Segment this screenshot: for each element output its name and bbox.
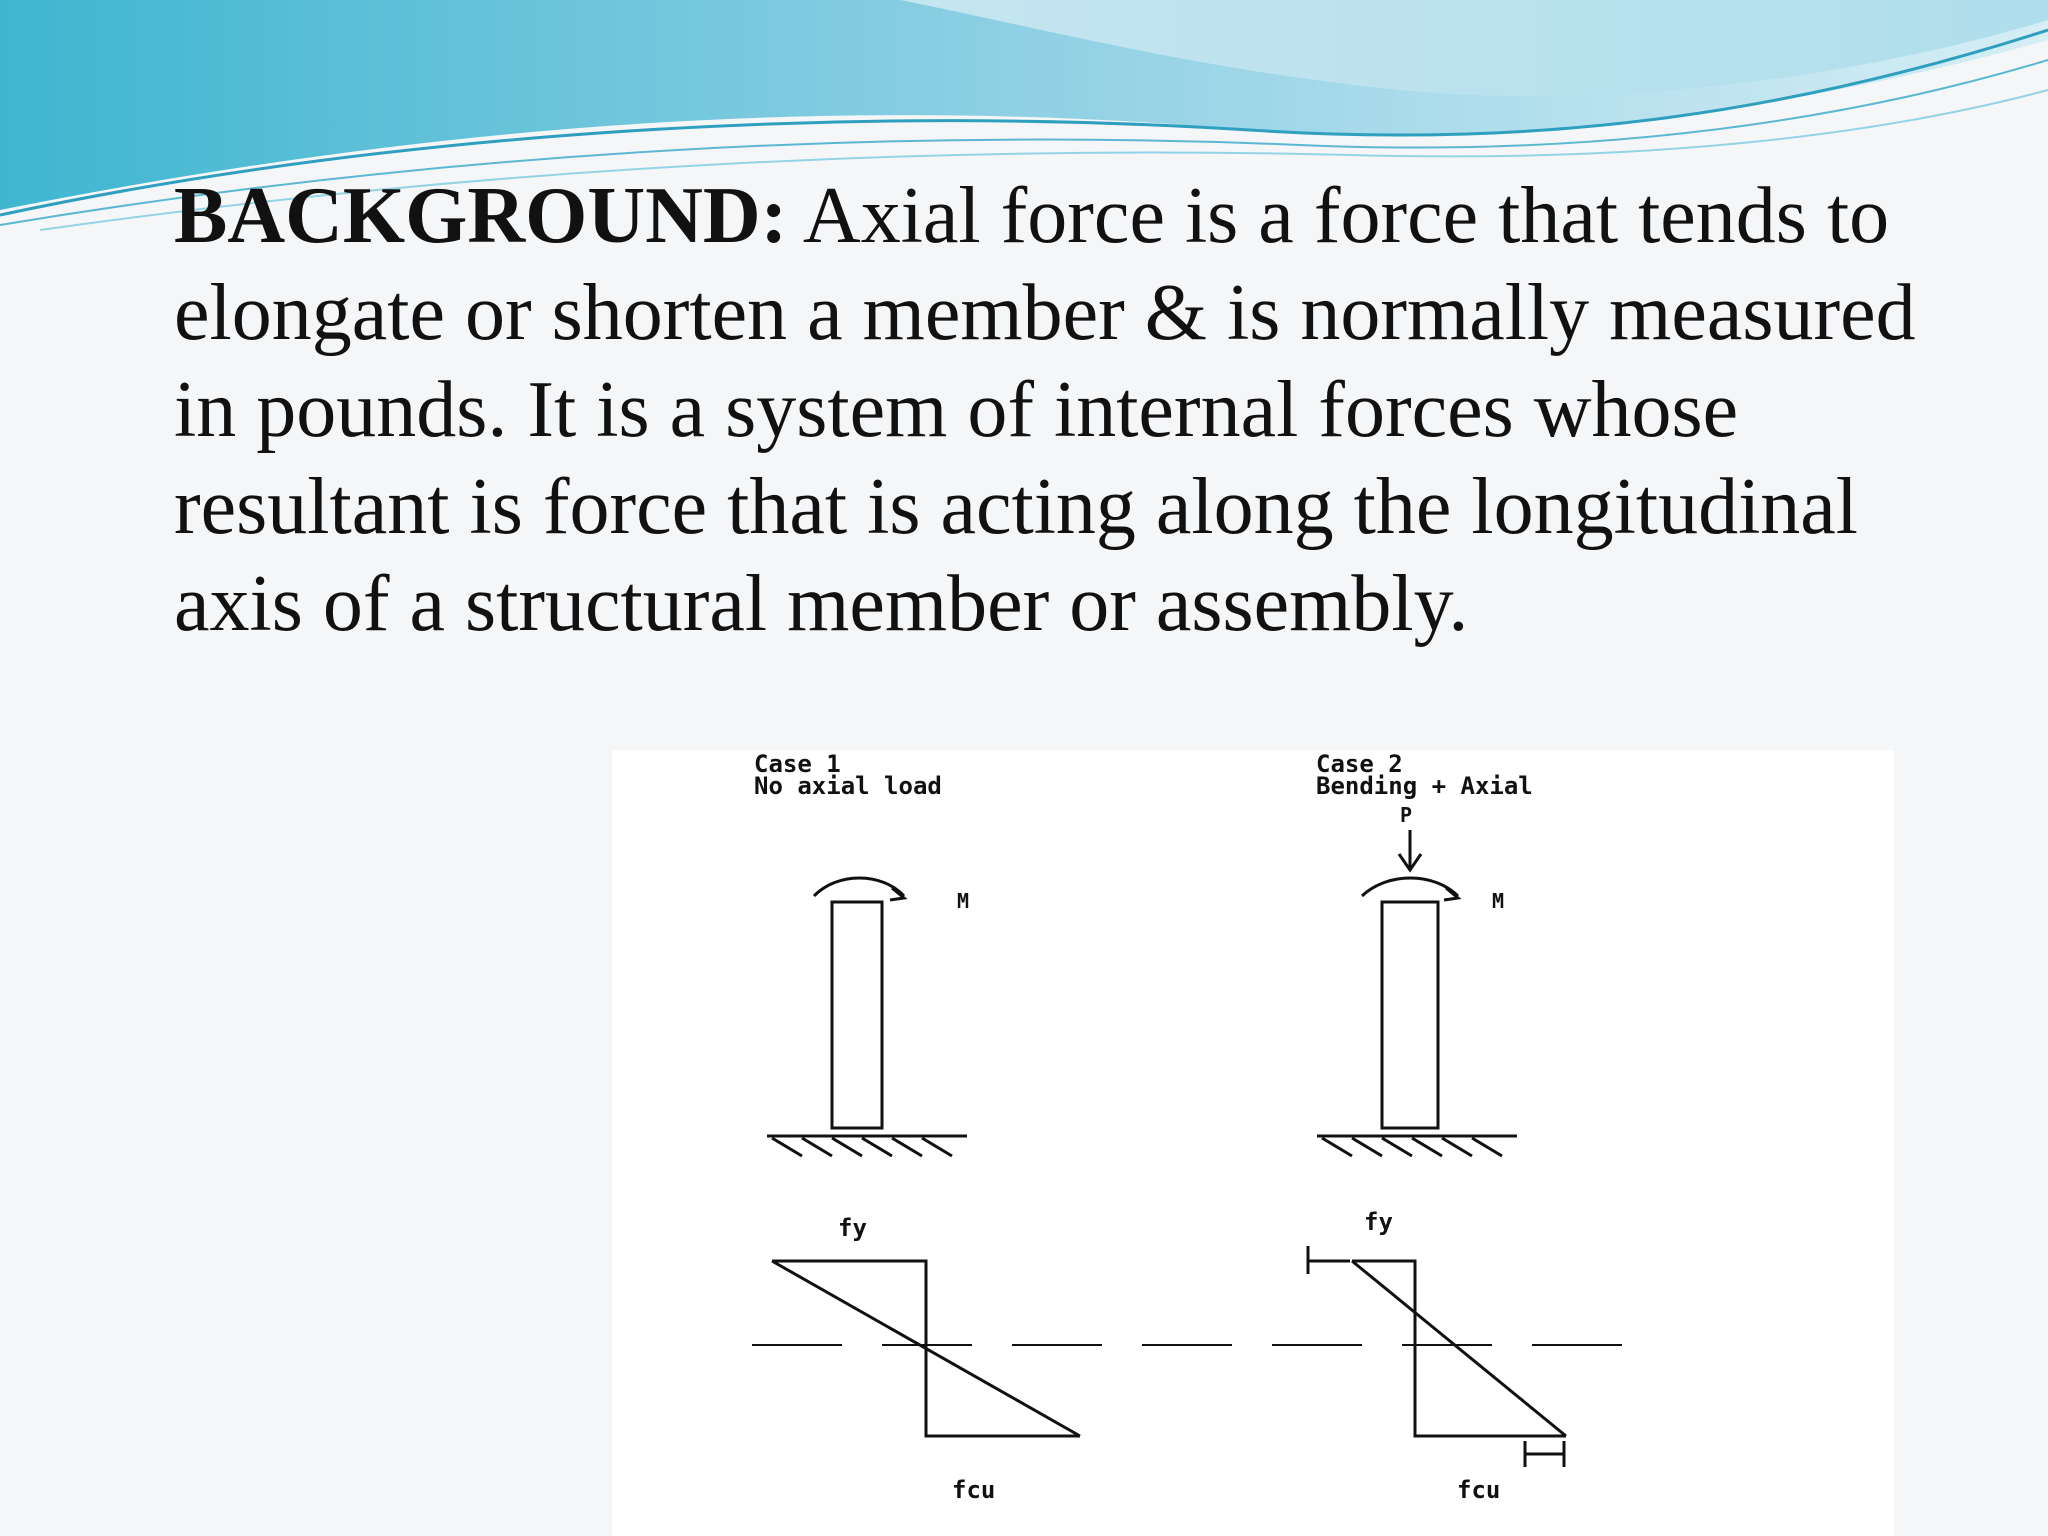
axial-bending-diagram xyxy=(612,750,1894,1536)
case1-ground-hatching xyxy=(772,1138,952,1156)
diagram-figure xyxy=(612,750,1894,1536)
case2-column xyxy=(1382,902,1438,1128)
case2-subtitle: Bending + Axial xyxy=(1316,772,1533,800)
slide-heading: BACKGROUND: xyxy=(174,172,788,260)
case1-moment-label: M xyxy=(957,889,970,913)
case2-title: Case 2 xyxy=(1316,750,1403,778)
slide-body: Axial force is a force that tends to elongate or shorten a member & is normally measured in pounds. It is a system of internal forces whose resultant is force that is acting along the longitudinal axis of a structural member or assembly. xyxy=(174,172,1916,648)
case2-moment-arrow xyxy=(1362,878,1458,896)
case2-load-label: P xyxy=(1400,803,1413,827)
case2-stress-line xyxy=(1352,1261,1566,1436)
case2-stress-top-label: fy xyxy=(1364,1208,1393,1236)
case1-stress-bottom-label: fcu xyxy=(952,1476,996,1504)
case1-stress-top-label: fy xyxy=(838,1214,867,1242)
slide-body-text xyxy=(174,168,1974,653)
case2-ground-hatching xyxy=(1322,1138,1502,1156)
case1-subtitle: No axial load xyxy=(754,772,942,800)
case1-column xyxy=(832,902,882,1128)
case2-moment-label: M xyxy=(1492,889,1505,913)
case1-title: Case 1 xyxy=(754,750,841,778)
case2-stress-bottom-label: fcu xyxy=(1457,1476,1501,1504)
case1-moment-arrow xyxy=(814,878,904,896)
